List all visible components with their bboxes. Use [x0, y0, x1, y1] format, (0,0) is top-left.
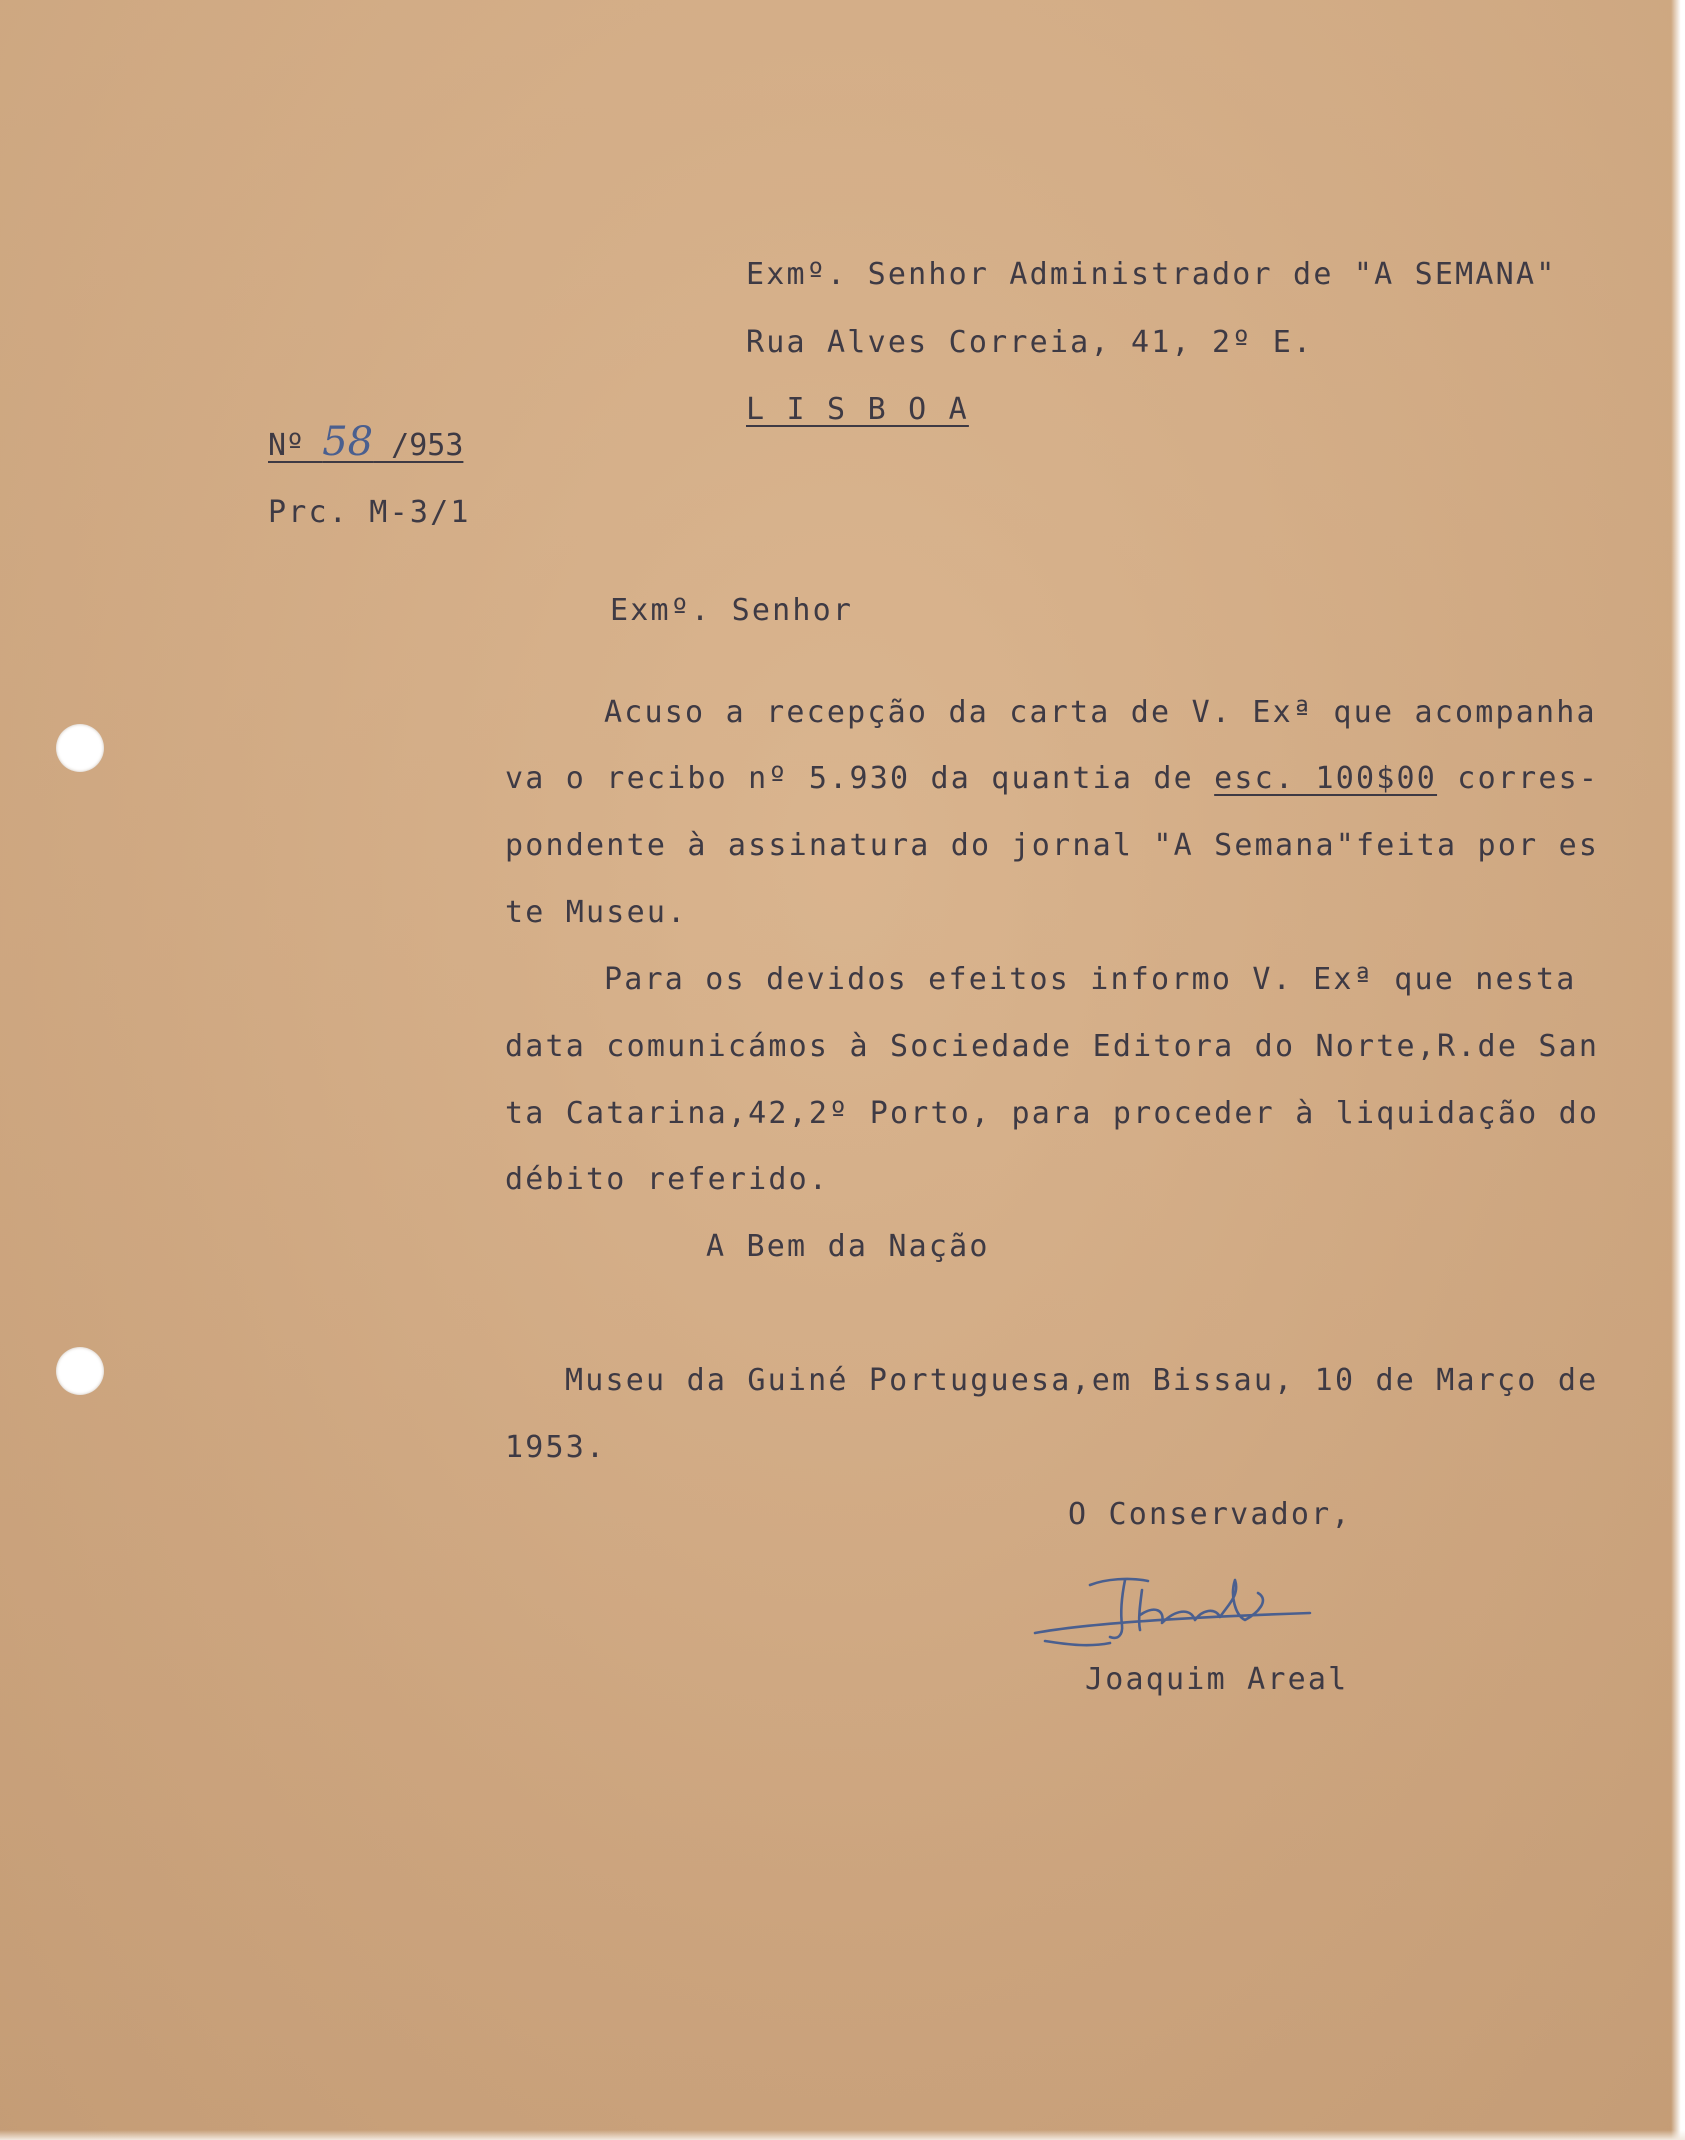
address-line-1: Exmº. Senhor Administrador de "A SEMANA" — [746, 257, 1557, 292]
signature — [1030, 1565, 1330, 1675]
address-city: L I S B O A — [746, 392, 969, 427]
place-date-line-2: 1953. — [505, 1430, 607, 1465]
body-p2-line-2: data comunicámos à Sociedade Editora do Norte,R.de San — [505, 1029, 1600, 1064]
reference-prefix: Nº — [268, 428, 323, 463]
scan-edge-bottom — [0, 2130, 1685, 2140]
signoff-title: O Conservador, — [1068, 1497, 1352, 1532]
body-p1-line-3: pondente à assinatura do jornal "A Semana"feita por es — [505, 828, 1600, 863]
body-p1-line-2-b: corres- — [1437, 761, 1600, 796]
handwritten-number: 58 — [322, 419, 374, 465]
body-p1-line-2-a: va o recibo nº 5.930 da quantia de — [505, 761, 1215, 796]
body-p1-line-2 — [505, 761, 1600, 796]
punch-hole-bottom — [56, 1347, 104, 1395]
process-reference: Prc. M-3/1 — [268, 495, 471, 530]
body-p1-line-1: Acuso a recepção da carta de V. Exª que acompanha — [604, 695, 1597, 730]
body-p1-line-4: te Museu. — [505, 895, 688, 930]
closing-formula: A Bem da Nação — [706, 1229, 990, 1264]
salutation: Exmº. Senhor — [610, 593, 854, 628]
amount: esc. 100$00 — [1214, 761, 1438, 796]
address-line-2: Rua Alves Correia, 41, 2º E. — [746, 325, 1314, 360]
scan-edge-right — [1671, 0, 1685, 2140]
punch-hole-top — [56, 724, 104, 772]
body-p2-line-4: débito referido. — [505, 1162, 830, 1197]
reference-number — [268, 419, 464, 465]
reference-year: /953 — [373, 428, 464, 463]
body-p2-line-3: ta Catarina,42,2º Porto, para proceder à liquidação do — [505, 1096, 1600, 1131]
body-p2-line-1: Para os devidos efeitos informo V. Exª que nesta — [604, 962, 1577, 997]
place-date-line-1: Museu da Guiné Portuguesa,em Bissau, 10 de Março de — [565, 1363, 1599, 1398]
signoff-name: Joaquim Areal — [1085, 1662, 1349, 1697]
